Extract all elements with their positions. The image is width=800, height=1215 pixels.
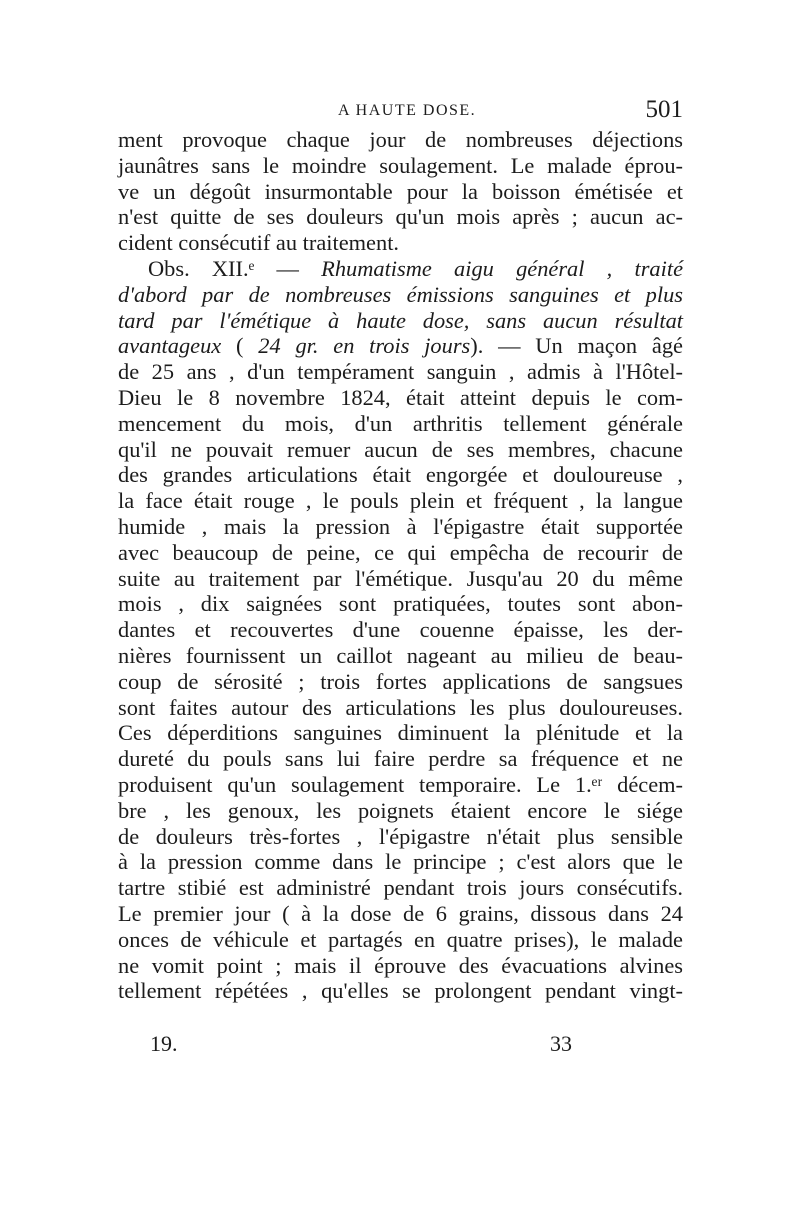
text-line: Ces déperditions sanguines diminuent la plénitude et la: [118, 720, 683, 746]
text-line: tellement répétées , qu'elles se prolongent pendant vingt-: [118, 978, 683, 1004]
text-line: des grandes articulations était engorgée et douloureuse ,: [118, 462, 683, 488]
text-line: suite au traitement par l'émétique. Jusqu'au 20 du même: [118, 565, 683, 591]
text-line: dureté du pouls sans lui faire perdre sa fréquence et ne: [118, 746, 683, 772]
text-line: n'est quitte de ses douleurs qu'un mois après ; aucun ac-: [118, 204, 683, 230]
observation-heading: [118, 256, 683, 282]
page-number: 501: [645, 96, 683, 123]
paren: (: [221, 333, 259, 359]
text-line: mois , dix saignées sont pratiquées, toutes sont abon-: [118, 591, 683, 617]
text-line: la face était rouge , le pouls plein et fréquent , la langue: [118, 488, 683, 514]
text-line: ne vomit point ; mais il éprouve des évacuations alvines: [118, 952, 683, 978]
page-header: [118, 96, 683, 126]
text-line: dantes et recouvertes d'une couenne épaisse, les der-: [118, 617, 683, 643]
text-line: qu'il ne pouvait remuer aucun de ses membres, chacune: [118, 436, 683, 462]
text-line: sont faites autour des articulations les plus douloureuses.: [118, 694, 683, 720]
text-line: Le premier jour ( à la dose de 6 grains, dissous dans 24: [118, 900, 683, 926]
observation-title-line: [118, 282, 683, 308]
observation-title-text: avantageux: [118, 333, 222, 359]
observation-title-line: [118, 333, 683, 359]
observation-title-text: tard par l'émétique à haute dose, sans aucun résultat: [118, 307, 683, 333]
text-line: avec beaucoup de peine, ce qui empêcha de recourir de: [118, 539, 683, 565]
observation-label: Obs. XII.ᵉ —: [148, 255, 322, 281]
text-line: de 25 ans , d'un tempérament sanguin , admis à l'Hôtel-: [118, 359, 683, 385]
running-head: A HAUTE DOSE.: [338, 102, 477, 119]
text-line: bre , les genoux, les poignets étaient encore le siége: [118, 797, 683, 823]
observation-title-text: d'abord par de nombreuses émissions sanguines et plus: [118, 281, 683, 307]
text-line: produisent qu'un soulagement temporaire. Le 1.ᵉʳ décem-: [118, 771, 683, 797]
body-text: [118, 127, 683, 1004]
text-line: à la pression comme dans le principe ; c'est alors que le: [118, 849, 683, 875]
text-line: coup de sérosité ; trois fortes applications de sangsues: [118, 668, 683, 694]
text-line: jaunâtres sans le moindre soulagement. Le malade éprou-: [118, 152, 683, 178]
text-line: Dieu le 8 novembre 1824, était atteint depuis le com-: [118, 384, 683, 410]
text-line: humide , mais la pression à l'épigastre était supportée: [118, 513, 683, 539]
dose-note: 24 gr. en trois jours: [258, 333, 471, 359]
text-line: mencement du mois, d'un arthritis tellement générale: [118, 410, 683, 436]
text-line: de douleurs très-fortes , l'épigastre n'était plus sensible: [118, 823, 683, 849]
observation-title: Rhumatisme aigu général , traité: [321, 255, 684, 281]
page-footer: [150, 1031, 600, 1063]
sheet-number: 33: [550, 1031, 572, 1056]
observation-intro: ). — Un maçon âgé: [470, 333, 683, 359]
text-line: nières fournissent un caillot nageant au milieu de beau-: [118, 642, 683, 668]
text-line: cident consécutif au traitement.: [118, 230, 400, 256]
observation-title-line: [118, 308, 683, 334]
text-line: ment provoque chaque jour de nombreuses déjections: [118, 127, 683, 152]
text-line: tartre stibié est administré pendant trois jours consécutifs.: [118, 875, 683, 901]
text-line: onces de véhicule et partagés en quatre prises), le malade: [118, 926, 683, 952]
signature-mark: 19.: [150, 1031, 178, 1056]
text-line: ve un dégoût insurmontable pour la boisson émétisée et: [118, 178, 683, 204]
